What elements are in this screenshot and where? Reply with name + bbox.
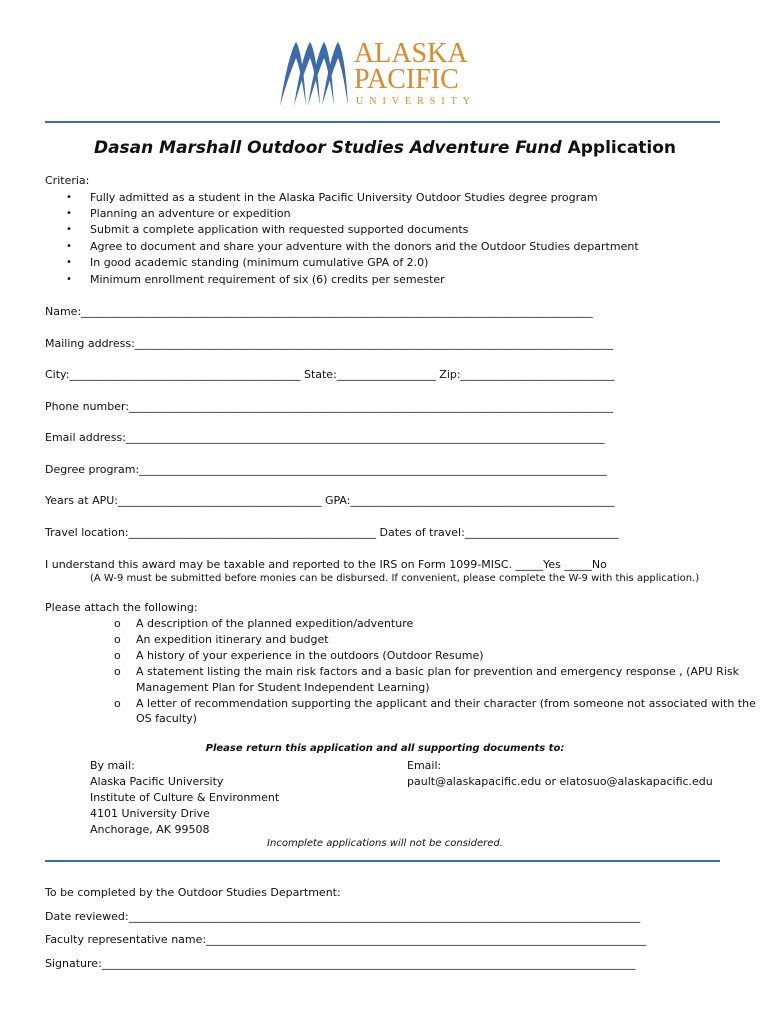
mail-line: Institute of Culture & Environment xyxy=(90,791,280,804)
criteria-item: Minimum enrollment requirement of six (6) credits per semester xyxy=(90,273,445,286)
circle-bullet-icon: o xyxy=(114,649,121,662)
bullet-icon: • xyxy=(66,208,72,219)
return-heading: Please return this application and all supporting documents to: xyxy=(205,743,565,754)
circle-bullet-icon: o xyxy=(114,665,121,678)
mailing-address-field[interactable]: Mailing address:_______________________________________________________________________________________ xyxy=(45,337,614,350)
name-field[interactable]: Name:_____________________________________________________________________________________________ xyxy=(45,305,593,318)
criteria-label: Criteria: xyxy=(45,174,90,187)
logo-line2: PACIFIC xyxy=(354,64,459,95)
incomplete-note: Incomplete applications will not be considered. xyxy=(267,838,503,849)
department-heading: To be completed by the Outdoor Studies Department: xyxy=(45,886,341,899)
title-plain: Application xyxy=(567,138,677,158)
taxable-acknowledgment[interactable]: I understand this award may be taxable and reported to the IRS on Form 1099-MISC. _____Yes _____No xyxy=(45,558,607,571)
email-label: Email: xyxy=(407,759,442,772)
criteria-item: Planning an adventure or expedition xyxy=(90,207,291,220)
title-italic: Dasan Marshall Outdoor Studies Adventure Fund xyxy=(93,138,562,158)
faculty-representative-field[interactable]: Faculty representative name:________________________________________________________________________________ xyxy=(45,933,647,946)
city-state-zip-field[interactable]: City:__________________________________________ State:__________________ Zip:____________________________ xyxy=(45,368,615,381)
mail-line: Anchorage, AK 99508 xyxy=(90,823,210,836)
bullet-icon: • xyxy=(66,274,72,285)
years-gpa-field[interactable]: Years at APU:_____________________________________ GPA:________________________________________________ xyxy=(45,494,615,507)
phone-number-field[interactable]: Phone number:________________________________________________________________________________________ xyxy=(45,400,614,413)
attach-item: OS faculty) xyxy=(136,712,197,725)
signature-field[interactable]: Signature:_________________________________________________________________________________________________ xyxy=(45,957,636,970)
mail-label: By mail: xyxy=(90,759,135,772)
attach-item: A description of the planned expedition/adventure xyxy=(136,617,414,630)
attach-item: Management Plan for Student Independent Learning) xyxy=(136,681,430,694)
circle-bullet-icon: o xyxy=(114,697,121,710)
page-title xyxy=(0,138,770,158)
header-divider xyxy=(45,121,720,123)
university-logo xyxy=(276,38,496,108)
attach-item: An expedition itinerary and budget xyxy=(136,633,329,646)
circle-bullet-icon: o xyxy=(114,617,121,630)
logo-line3: UNIVERSITY xyxy=(356,96,476,107)
logo-line1: ALASKA xyxy=(354,38,468,69)
bullet-icon: • xyxy=(66,192,72,203)
circle-bullet-icon: o xyxy=(114,633,121,646)
email-address-field[interactable]: Email address:_______________________________________________________________________________________ xyxy=(45,431,605,444)
criteria-item: In good academic standing (minimum cumulative GPA of 2.0) xyxy=(90,256,429,269)
criteria-item: Fully admitted as a student in the Alaska Pacific University Outdoor Studies degree program xyxy=(90,191,598,204)
attach-item: A history of your experience in the outdoors (Outdoor Resume) xyxy=(136,649,484,662)
attach-label: Please attach the following: xyxy=(45,601,198,614)
date-reviewed-field[interactable]: Date reviewed:_____________________________________________________________________________________________ xyxy=(45,910,641,923)
mail-line: Alaska Pacific University xyxy=(90,775,224,788)
w9-note: (A W-9 must be submitted before monies can be disbursed. If convenient, please complete the W-9 with this application.) xyxy=(90,573,700,584)
degree-program-field[interactable]: Degree program:_____________________________________________________________________________________ xyxy=(45,463,607,476)
mail-line: 4101 University Drive xyxy=(90,807,210,820)
email-contact[interactable]: pault@alaskapacific.edu or elatosuo@alaskapacific.edu xyxy=(407,775,713,788)
bullet-icon: • xyxy=(66,224,72,235)
section-divider xyxy=(45,860,720,862)
attach-item: A letter of recommendation supporting the applicant and their character (from someone not associated with the xyxy=(136,697,756,710)
criteria-item: Submit a complete application with requested supported documents xyxy=(90,223,469,236)
travel-field[interactable]: Travel location:_____________________________________________ Dates of travel:____________________________ xyxy=(45,526,619,539)
criteria-item: Agree to document and share your adventure with the donors and the Outdoor Studies department xyxy=(90,240,639,253)
attach-item: A statement listing the main risk factors and a basic plan for prevention and emergency response , (APU Risk xyxy=(136,665,739,678)
bullet-icon: • xyxy=(66,257,72,268)
logo-graphic xyxy=(276,38,496,108)
bullet-icon: • xyxy=(66,241,72,252)
